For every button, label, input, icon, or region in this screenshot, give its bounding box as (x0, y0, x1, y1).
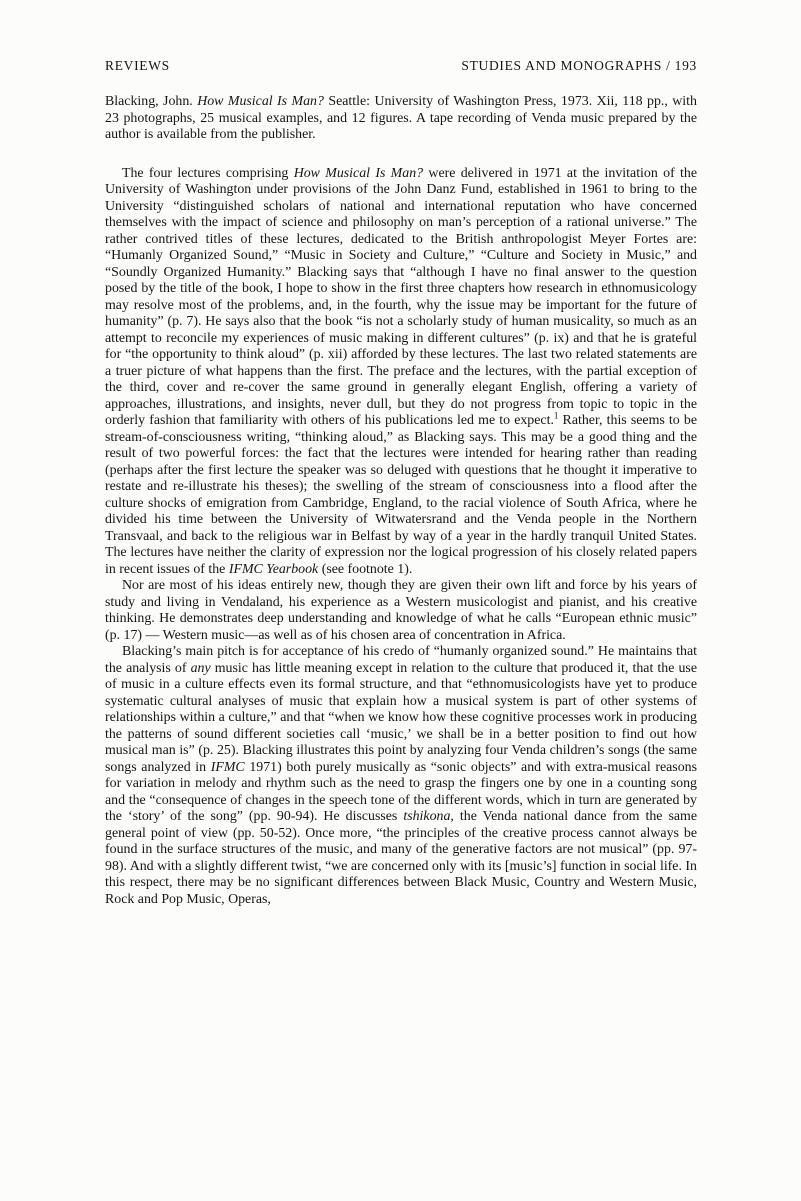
review-paragraph-1 (105, 166, 697, 579)
text-run: Seattle: University of Washington Press, 1973. Xii, 118 pp., with 23 photographs, 25 musical examples, and 12 figures. A tape recording of Venda music prepared by the author is available from the publisher. (105, 94, 697, 142)
book-citation (105, 94, 697, 144)
italic-text: IFMC Yearbook (228, 561, 319, 577)
text-run: were delivered in 1971 at the invitation of the University of Washington under provisions of the John Danz Fund, established in 1961 to bring to the University “distinguished scholars of national and international reputation who have concerned themselves with the impact of science and philosophy on man’s perception of a rational universe.” The rather contrived titles of these lectures, dedicated to the British anthropologist Meyer Fortes are: “Humanly Organized Sound,” “Music in Society and Culture,” “Culture and Society in Music,” and “Soundly Organized Humanity.” Blacking says that “although I have no final answer to the question posed by the title of the book, I hope to show in the first three chapters how research in ethnomusicology may resolve most of the problems, and, in the fourth, why the issue may be important for the future of humanity” (p. 7). He says also that the book “is not a scholarly study of human musicality, so much as an attempt to reconcile my experiences of music making in different cultures” (p. ix) and that he is grateful for “the opportunity to think aloud” (p. xii) afforded by these lectures. The last two related statements are a truer picture of what happens than the first. The preface and the lectures, with the partial exception of the third, cover and re-cover the same ground in generally elegant English, offering a variety of approaches, illustrations, and insights, never dull, but they do not progress from topic to topic in the orderly fashion that familiarity with others of his publications led me to expect. (105, 165, 697, 428)
text-run: music has little meaning except in relation to the culture that produced it, that the use of music in a culture effects even its formal structure, and that “ethnomusicologists have yet to produce systematic cultural analyses of music that explain how a musical system is part of other systems of relationships within a culture,” and that “when we know how these cognitive processes work in producing the patterns of sound different societies call ‘music,’ we shall be in a better position to find out how musical man is” (p. 25). Blacking illustrates this point by analyzing four Venda children’s songs (the same songs analyzed in (105, 660, 697, 775)
text-run: The four lectures comprising (122, 165, 294, 181)
text-run: , the Venda national dance from the same general point of view (pp. 50-52). Once more, “the principles of the creative process cannot always be found in the surface structures of the music, and many of the generative factors are not musical” (pp. 97-98). And with a slightly different twist, “we are concerned only with its [music’s] function in social life. In this respect, there may be no significant differences between Black Music, Country and Western Music, Rock and Pop Music, Operas, (105, 809, 697, 907)
text-run: (see footnote 1). (318, 561, 413, 577)
text-run: Blacking’s main pitch is for acceptance of his credo of “humanly organized sound.” He maintains that the analysis of (105, 644, 697, 676)
running-head (105, 58, 697, 73)
italic-text: any (190, 660, 211, 676)
text-run: Blacking, John. (105, 94, 198, 109)
text-run: Nor are most of his ideas entirely new, though they are given their own lift and force by his years of study and living in Vendaland, his experience as a Western musicologist and pianist, and his creative thinking. He demonstrates deep understanding and knowledge of what he calls “European ethnic music” (p. 17) — Western music—as well as of his chosen area of concentration in Africa. (105, 578, 697, 643)
footnote-marker: 1 (553, 410, 559, 421)
review-paragraph-3 (105, 644, 697, 908)
running-head-section: REVIEWS (105, 58, 170, 73)
italic-text: How Musical Is Man? (197, 94, 324, 109)
review-paragraph-2 (105, 578, 697, 644)
text-run: 1971) both purely musically as “sonic objects” and with extra-musical reasons for variation in melody and rhythm such as the need to grasp the fingers one by one in a counting song and the “consequence of changes in the speech tone of the different words, which in turn are generated by the ‘story’ of the song” (pp. 90-94). He discusses (105, 759, 697, 824)
italic-text: How Musical Is Man? (293, 165, 424, 181)
text-run: Rather, this seems to be stream-of-consciousness writing, “thinking aloud,” as Blacking says. This may be a good thing and the result of two powerful forces: the fact that the lectures were intended for hearing rather than reading (perhaps after the first lecture the speaker was so deluged with questions that he thought it imperative to restate and re-illustrate his theses); the swelling of the stream of consciousness into a flood after the culture shocks of emigration from Cambridge, England, to the racial violence of South Africa, where he divided his time between the University of Witwatersrand and the Venda people in the Northern Transvaal, and back to the religious war in Belfast by way of a year in the hardly tranquil United States. The lectures have neither the clarity of expression nor the logical progression of his closely related papers in recent issues of the (105, 413, 697, 577)
italic-text: tshikona (403, 809, 451, 824)
running-head-page-number: STUDIES AND MONOGRAPHS / 193 (461, 58, 697, 73)
italic-text: IFMC (210, 759, 245, 775)
review-body (105, 166, 697, 909)
